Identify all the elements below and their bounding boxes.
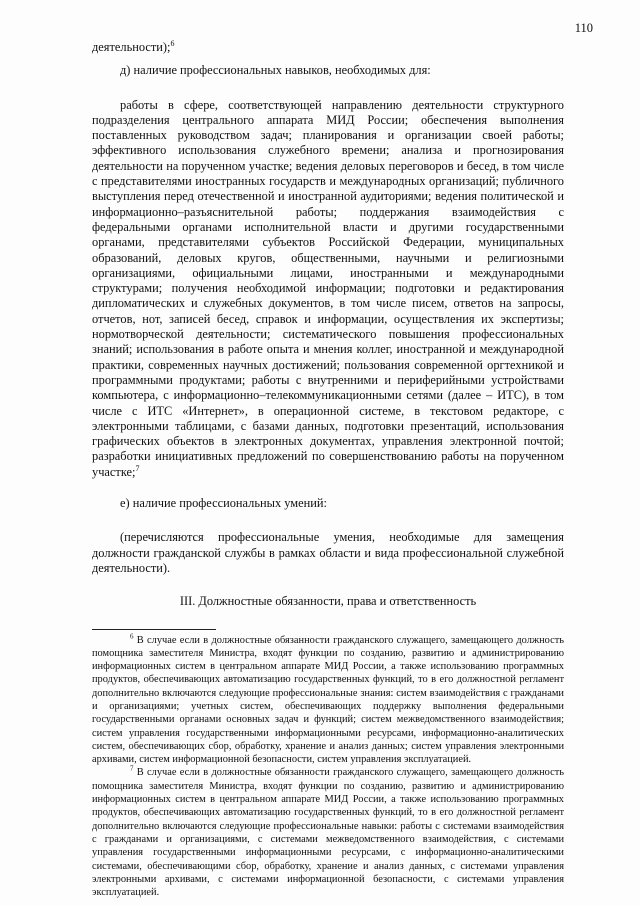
footnote-6 — [92, 634, 564, 767]
continuation-text: деятельности); — [92, 40, 171, 54]
item-e-body: (перечисляются профессиональные умения, необходимые для замещения должности гражданской службы в рамках области и вида профессиональной служебной деятельности). — [92, 530, 564, 575]
footnote-7-text: В случае если в должностные обязанности гражданского служащего, замещающего должность помощника заместителя Министра, входят функции по созданию, развитию и администрированию информационных систем в центральном аппарате МИД России, а также использованию программных продуктов, обеспечивающих автоматизацию государственных функций, то в его должностной регламент дополнительно включаются следующие профессиональные навыки: работы с системами взаимодействия с гражданами и организациями, с системами межведомственного взаимодействия, с системами управления государственными информационными ресурсами, с информационно-аналитическими системами, обеспечивающими сбор, обработку, хранение и анализ данных, с системами управления электронными архивами, с системами информационной безопасности, с системами управления эксплуатацией. — [92, 767, 564, 899]
page-number: 110 — [574, 21, 593, 35]
item-d-heading: д) наличие профессиональных навыков, необходимых для: — [120, 63, 431, 78]
document-body — [92, 40, 564, 899]
section-heading: III. Должностные обязанности, права и ответственность — [179, 594, 477, 609]
footnote-6-text: В случае если в должностные обязанности гражданского служащего, замещающего должность помощника заместителя Министра, входят функции по созданию, развитию и администрированию информационных систем в центральном аппарате МИД России, а также использованию программных продуктов, обеспечивающих автоматизацию государственных функций, то в его должностной регламент дополнительно включаются следующие профессиональные знания: систем взаимодействия с гражданами и организациями; учетных систем, обеспечивающих поддержку выполнения федеральными государственными органами основных задач и функций; систем межведомственного взаимодействия; систем управления государственными информационными ресурсами, информационно-аналитических систем, обеспечивающих сбор, обработку, хранение и анализ данных; систем управления электронными архивами, систем информационной безопасности, систем управления эксплуатацией. — [92, 634, 564, 766]
footnote-mark-7: 7 — [130, 765, 134, 773]
item-d-body — [92, 98, 564, 480]
item-d-text: работы в сфере, соответствующей направлению деятельности структурного подразделения центрального аппарата МИД России; обеспечения выполнения поставленных руководством задач; планирования и организации своей работы; эффективного использования служебного времени; анализа и прогнозирования деятельности на порученном участке; ведения деловых переговоров и бесед, в том числе с представителями иностранных государств и международных организаций; публичного выступления перед отечественной и иностранной аудиториями; ведения политической и информационно–разъяснительной работы; поддержания взаимодействия с федеральными органами исполнительной власти и другими государственными органами, представителями субъектов Российской Федерации, муниципальных образований, деловых кругов, общественными, научными и религиозными организациями, официальными лицами, иностранными и международными структурами; получения необходимой информации; подготовки и редактирования дипломатических и служебных документов, в том числе писем, ответов на запросы, отчетов, нот, записей бесед, справок и информации, осуществления их экспертизы; нормотворческой деятельности; систематического повышения профессиональных знаний; использования в работе опыта и мнения коллег, иностранной и международной практики, современных научных достижений; пользования современной оргтехникой и программными продуктами; работы с внутренними и периферийными устройствами компьютера, с информационно–телекоммуникационными сетями (далее – ИТС), в том числе с ИТС «Интернет», в операционной системе, в текстовом редакторе, с электронными таблицами, с базами данных, подготовки презентаций, использования графических объектов в электронных документах, управления электронной почтой; разработки инициативных предложений по совершенствованию работы на порученном участке; — [92, 97, 564, 479]
footnote-divider — [92, 629, 216, 630]
footnote-mark-6: 6 — [130, 632, 134, 641]
footnote-7 — [92, 766, 564, 899]
footnote-ref-7: 7 — [135, 463, 140, 473]
continuation-line — [92, 40, 564, 55]
footnote-ref-6: 6 — [170, 38, 175, 48]
item-e-heading: е) наличие профессиональных умений: — [120, 496, 327, 511]
